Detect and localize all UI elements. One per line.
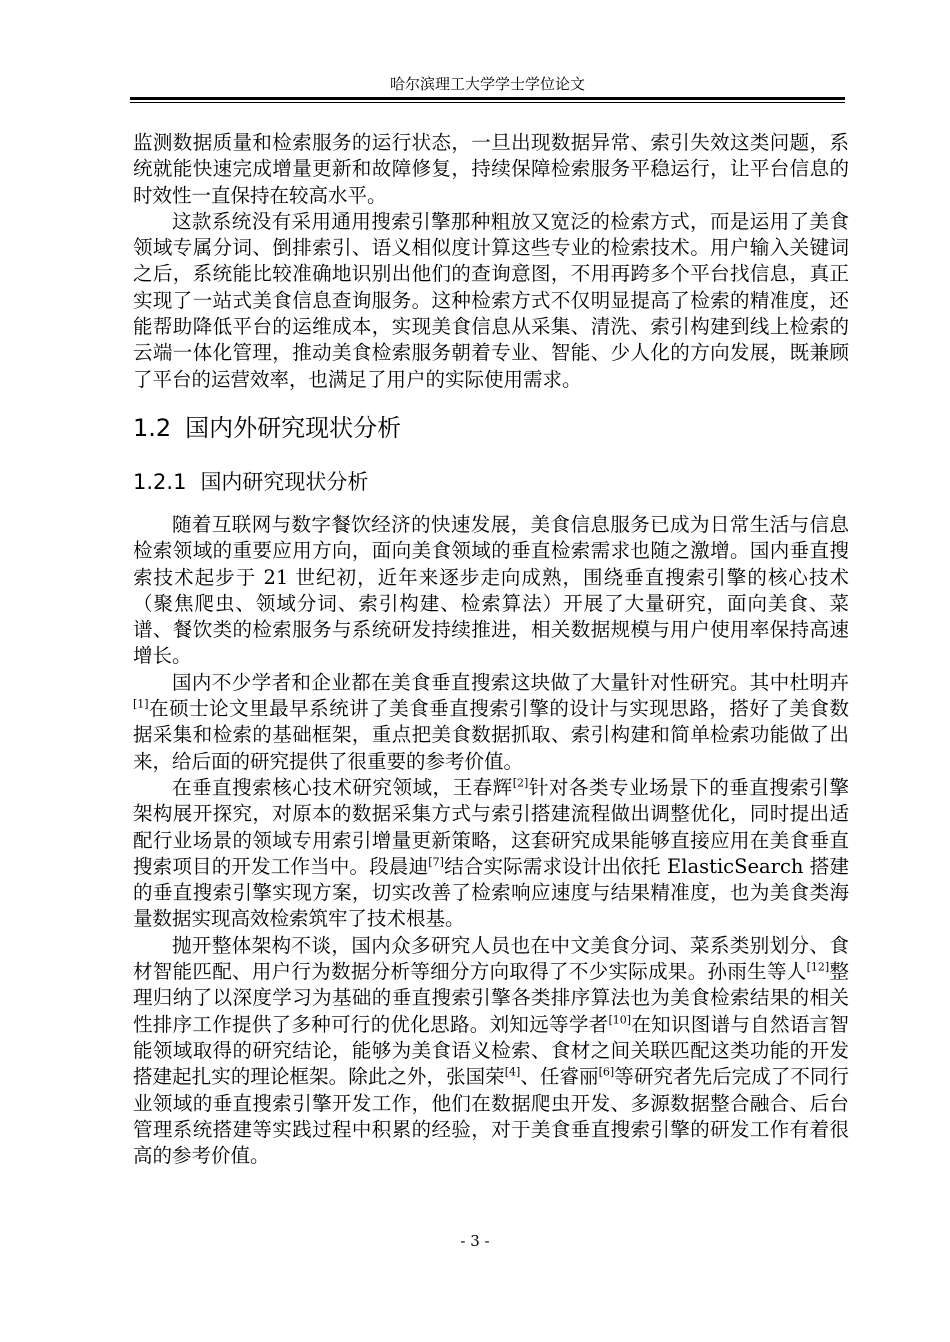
- paragraph-continued: 监测数据质量和检索服务的运行状态，一旦出现数据异常、索引失效这类问题，系统就能快速完成增量更新和故障修复，持续保障检索服务平稳运行，让平台信息的时效性一直保持在较高水平。: [133, 131, 849, 207]
- paragraph: [133, 775, 849, 933]
- section-title: 国内外研究现状分析: [185, 413, 402, 442]
- subsection-heading: [133, 468, 849, 496]
- section-heading: [133, 413, 849, 443]
- paragraph-text: 在硕士论文里最早系统讲了美食垂直搜索引擎的设计与实现思路，搭好了美食数据采集和检索的基础框架，重点把美食数据抓取、索引构建和简单检索功能做了出来，给后面的研究提供了很重要的参考价值。: [133, 697, 849, 773]
- citation-ref: [10]: [608, 1013, 632, 1027]
- citation-ref: [6]: [598, 1065, 615, 1079]
- section-number: 1.2: [133, 413, 172, 442]
- paragraph-text: 、任睿丽: [520, 1065, 599, 1089]
- page-number: - 3 -: [460, 1232, 490, 1250]
- paragraph-text: 等研究者先后完成了不同行业领域的垂直搜索引擎开发工作，他们在数据爬虫开发、多源数据整合融合、后台管理系统搭建等实践过程中积累的经验，对于美食垂直搜索引擎的研发工作有着很高的参考价值。: [133, 1065, 849, 1168]
- paragraph: [133, 670, 849, 775]
- paragraph-text: 国内不少学者和企业都在美食垂直搜索这块做了大量针对性研究。其中杜明卉: [172, 670, 849, 694]
- paragraph-text: 在垂直搜索核心技术研究领域，王春辉: [172, 775, 513, 799]
- paragraph-text: 结合实际需求设计出依托 ElasticSearch 搭建的垂直搜索引擎实现方案，切实改善了检索响应速度与结果精准度，也为美食类海量数据实现高效检索筑牢了技术根基。: [133, 854, 849, 931]
- paragraph-text: 在知识图谱与自然语言智能领域取得的研究结论，能够为美食语义检索、食材之间关联匹配这类功能的开发搭建起扎实的理论框架。除此之外，张国荣: [133, 1012, 849, 1089]
- citation-ref: [12]: [806, 960, 830, 974]
- subsection-title: 国内研究现状分析: [200, 469, 369, 494]
- paragraph: 这款系统没有采用通用搜索引擎那种粗放又宽泛的检索方式，而是运用了美食领域专属分词、倒排索引、语义相似度计算这些专业的检索技术。用户输入关键词之后，系统能比较准确地识别出他们的查询意图，不用再跨多个平台找信息，真正实现了一站式美食信息查询服务。这种检索方式不仅明显提高了检索的精准度，还能帮助降低平台的运维成本，实现美食信息从采集、清洗、索引构建到线上检索的云端一体化管理，推动美食检索服务朝着专业、智能、少人化的方向发展，既兼顾了平台的运营效率，也满足了用户的实际使用需求。: [133, 209, 849, 391]
- header-rule-thin: [130, 102, 845, 103]
- paragraph-text: 整理归纳了以深度学习为基础的垂直搜索引擎各类排序算法也为美食检索结果的相关性排序工作提供了多种可行的优化思路。刘知远等学者: [133, 960, 849, 1036]
- citation-ref: [4]: [504, 1065, 521, 1079]
- paragraph-text: 抛开整体架构不谈，国内众多研究人员也在中文美食分词、菜系类别划分、食材智能匹配、用户行为数据分析等细分方向取得了不少实际成果。孙雨生等人: [133, 933, 849, 984]
- paragraph: [133, 933, 849, 1170]
- page-header: 哈尔滨理工大学学士学位论文: [389, 75, 585, 93]
- paragraph-text: 针对各类专业场景下的垂直搜索引擎架构展开探究，对原本的数据采集方式与索引搭建流程做出调整优化，同时提出适配行业场景的领域专用索引增量更新策略，这套研究成果能够直接应用在美食垂直搜索项目的开发工作当中。段晨迪: [133, 775, 849, 878]
- header-rule-thick: [130, 97, 845, 100]
- citation-ref: [1]: [133, 697, 149, 711]
- subsection-number: 1.2.1: [133, 469, 187, 494]
- citation-ref: [7]: [428, 855, 444, 869]
- page-body: [133, 130, 849, 1169]
- paragraph: 随着互联网与数字餐饮经济的快速发展，美食信息服务已成为日常生活与信息检索领域的重要应用方向，面向美食领域的垂直检索需求也随之激增。国内垂直搜索技术起步于 21 世纪初，近年来逐步走向成熟，围绕垂直搜索引擎的核心技术（聚焦爬虫、领域分词、索引构建、检索算法）开展了大量研究，面向美食、菜谱、餐饮类的检索服务与系统研发持续推进，相关数据规模与用户使用率保持高速增长。: [133, 512, 849, 668]
- citation-ref: [2]: [512, 776, 529, 790]
